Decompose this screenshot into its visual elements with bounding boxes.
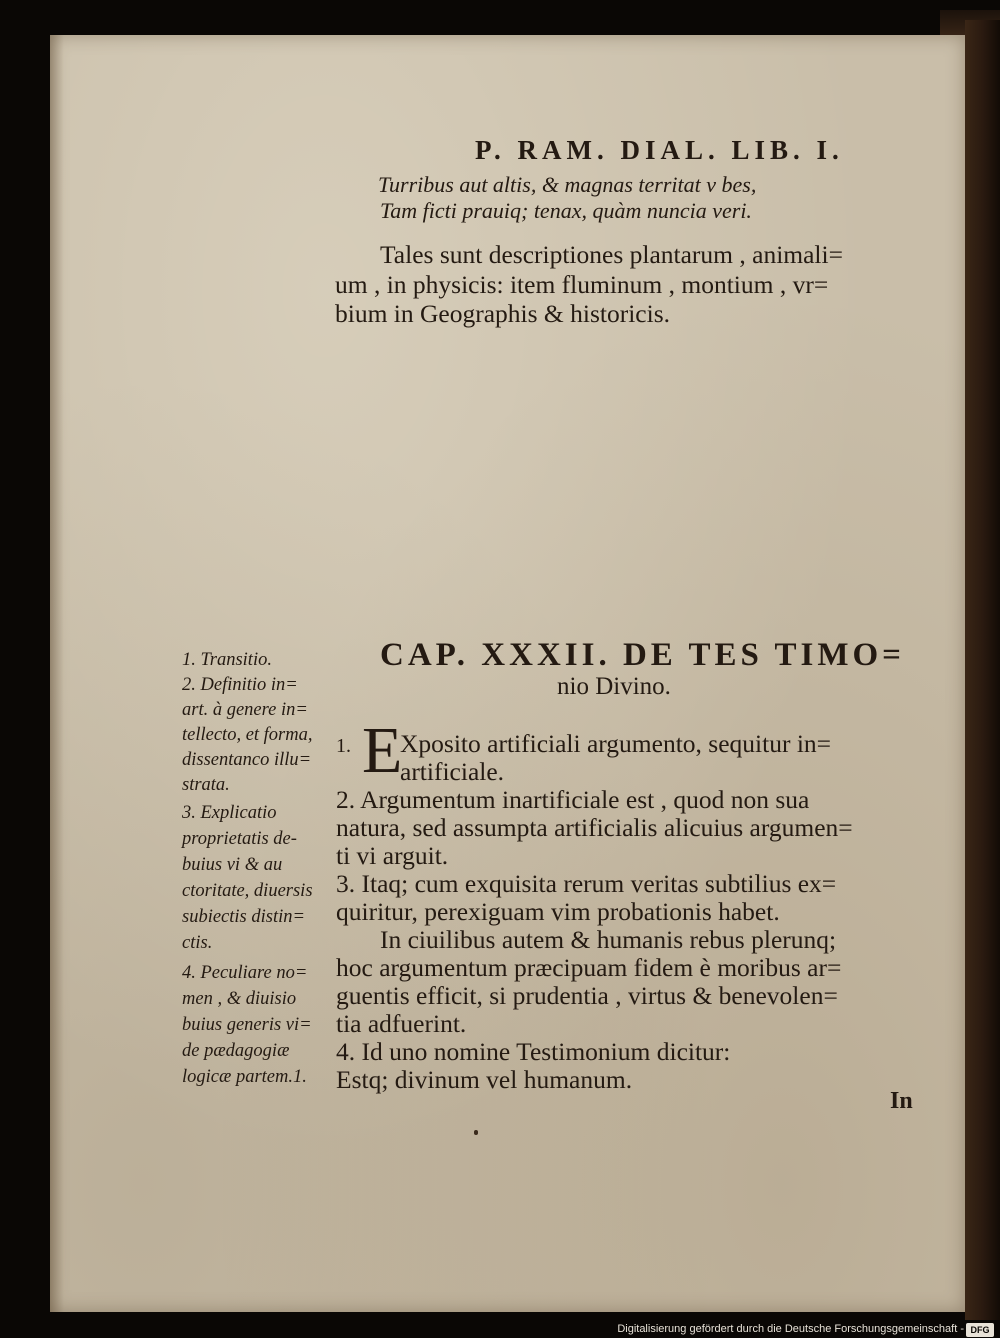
chapter-line-12: 4. Id uno nomine Testimonium dicitur: [336, 1037, 731, 1066]
chapter-line-3: 2. Argumentum inartificiale est , quod non sua [336, 785, 810, 814]
margin-note-17: logicæ partem.1. [182, 1067, 307, 1087]
chapter-line-2: artificiale. [400, 757, 505, 786]
chapter-line-9: hoc argumentum præcipuam fidem è moribus ar= [336, 953, 842, 982]
drop-cap-initial: E [362, 714, 403, 787]
margin-note-14: men , & diuisio [182, 989, 297, 1009]
running-head: P. RAM. DIAL. LIB. I. [475, 135, 844, 165]
margin-note-4: tellecto, et forma, [182, 725, 313, 745]
margin-note-11: subiectis distin= [182, 907, 305, 927]
page-spine-shadow [50, 35, 64, 1312]
margin-note-12: ctis. [182, 933, 213, 953]
margin-note-9: buius vi & au [182, 855, 283, 875]
margin-note-13: 4. Peculiare no= [182, 963, 308, 983]
chapter-line-5: ti vi arguit. [336, 841, 449, 870]
chapter-title-continued: nio Divino. [557, 673, 671, 700]
chapter-line-4: natura, sed assumpta artificialis alicuius argumen= [336, 813, 853, 842]
body-line-1: Tales sunt descriptiones plantarum , animali= [380, 240, 843, 269]
chapter-line-8: In ciuilibus autem & humanis rebus plerunq; [380, 925, 837, 954]
footer-credit: Digitalisierung gefördert durch die Deutsche Forschungsgemeinschaft - [617, 1323, 964, 1335]
verse-line-1: Turribus aut altis, & magnas territat v bes, [378, 172, 757, 197]
verse-line-2: Tam ficti prauiq; tenax, quàm nuncia veri. [380, 198, 752, 223]
chapter-line-1: Xposito artificiali argumento, sequitur in= [400, 729, 832, 758]
ink-speck [474, 1130, 478, 1135]
margin-note-3: art. à genere in= [182, 700, 308, 720]
margin-note-10: ctoritate, diuersis [182, 881, 313, 901]
margin-note-5: dissentanco illu= [182, 750, 312, 770]
margin-note-7: 3. Explicatio [182, 803, 277, 823]
margin-note-6: strata. [182, 775, 230, 795]
dfg-logo-icon: DFG [966, 1323, 994, 1337]
chapter-line-13: Estq; divinum vel humanum. [336, 1065, 633, 1094]
chapter-title: CAP. XXXII. DE TES TIMO= [380, 637, 905, 673]
margin-note-15: buius generis vi= [182, 1015, 312, 1035]
body-line-3: bium in Geographis & historicis. [335, 299, 671, 328]
paragraph-number-1: 1. [336, 735, 351, 757]
catchword: In [890, 1088, 913, 1114]
chapter-line-6: 3. Itaq; cum exquisita rerum veritas subtilius ex= [336, 869, 837, 898]
margin-note-1: 1. Transitio. [182, 650, 272, 670]
book-page [50, 35, 965, 1312]
margin-note-16: de pædagogiæ [182, 1041, 290, 1061]
body-line-2: um , in physicis: item fluminum , montium , vr= [335, 270, 829, 299]
chapter-line-11: tia adfuerint. [336, 1009, 467, 1038]
chapter-line-10: guentis efficit, si prudentia , virtus & benevolen= [336, 981, 838, 1010]
margin-note-8: proprietatis de- [182, 829, 297, 849]
chapter-line-7: quiritur, perexiguam vim probationis habet. [336, 897, 780, 926]
book-edge-right [965, 20, 1000, 1320]
margin-note-2: 2. Definitio in= [182, 675, 298, 695]
